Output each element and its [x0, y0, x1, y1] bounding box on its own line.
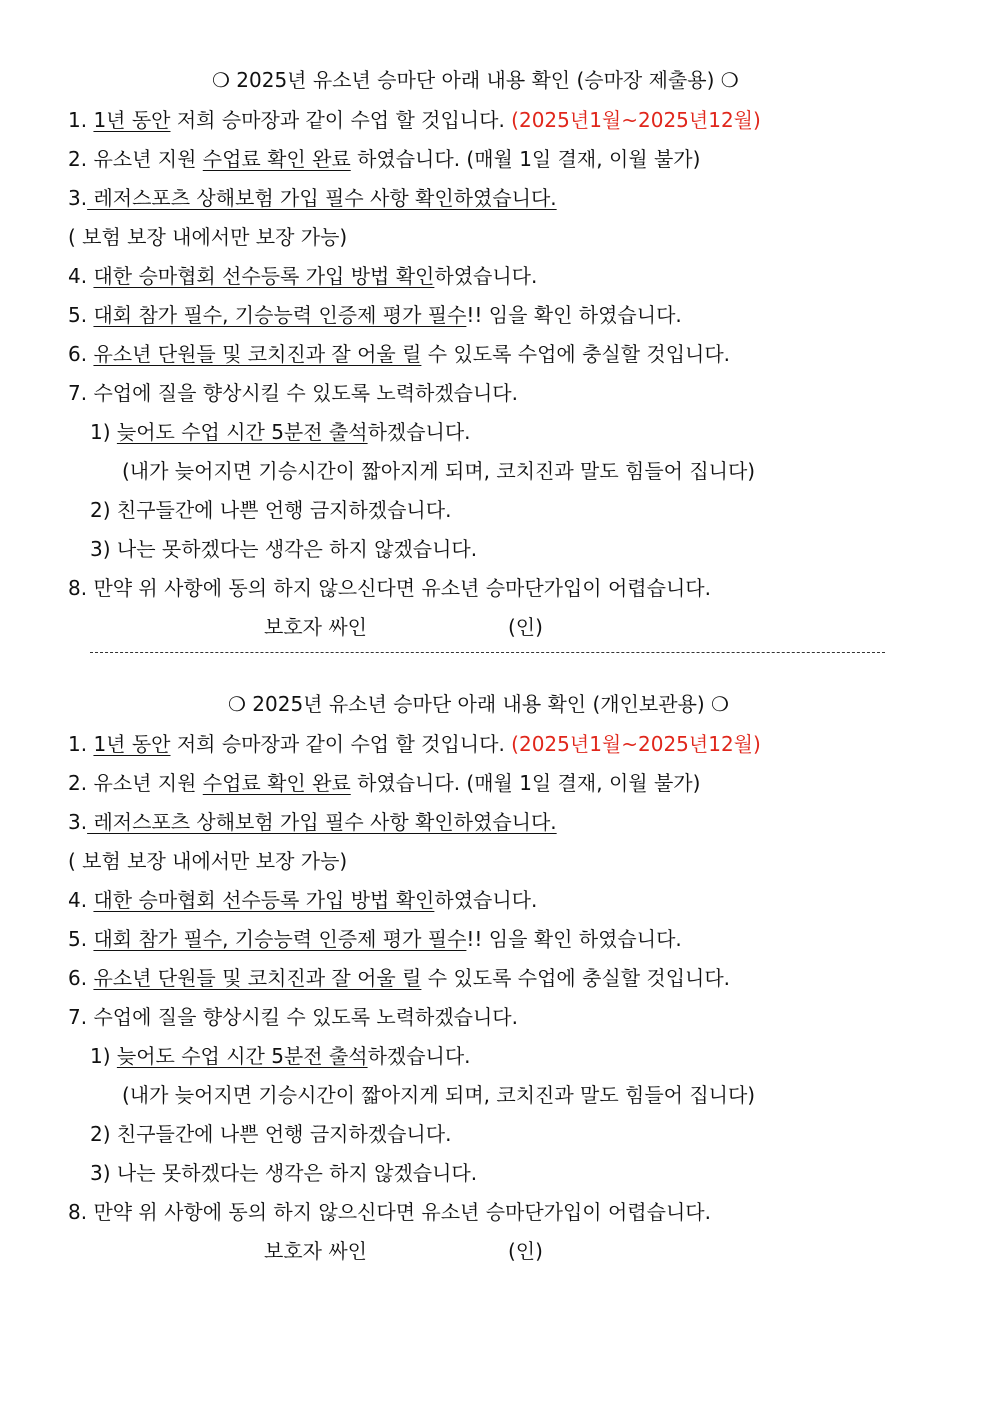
item-7: 7. 수업에 질을 향상시킬 수 있도록 노력하겠습니다.: [68, 1005, 518, 1029]
item-6: [68, 341, 730, 367]
seal-mark-label: (인): [508, 1239, 543, 1263]
item-7: 7. 수업에 질을 향상시킬 수 있도록 노력하겠습니다.: [68, 381, 518, 405]
item-number: 5.: [68, 927, 94, 951]
item-7-1-note: (내가 늦어지면 기승시간이 짧아지게 되며, 코치진과 말도 힘들어 집니다): [122, 459, 756, 483]
period-red-text: (2025년1월~2025년12월): [511, 732, 761, 756]
item-text: 수 있도록 수업에 충실할 것입니다.: [421, 342, 731, 366]
item-1: [68, 107, 761, 133]
item-text: 하겠습니다.: [367, 420, 471, 444]
item-text: !! 임을 확인 하였습니다.: [466, 303, 682, 327]
item-number: 4.: [68, 888, 94, 912]
underlined-text: 1년 동안: [93, 108, 171, 132]
underlined-text: 대회 참가 필수, 기승능력 인증제 평가 필수: [93, 927, 467, 951]
item-text: 저희 승마장과 같이 수업 할 것입니다.: [170, 732, 512, 756]
seal-mark-label: (인): [508, 615, 543, 639]
item-7-2: 2) 친구들간에 나쁜 언행 금지하겠습니다.: [90, 1122, 452, 1146]
form-title: ❍ 2025년 유소년 승마단 아래 내용 확인 (개인보관용) ❍: [228, 692, 729, 716]
item-3-note: ( 보험 보장 내에서만 보장 가능): [68, 849, 348, 873]
item-number: 6.: [68, 966, 94, 990]
item-3: [68, 185, 557, 211]
item-text: !! 임을 확인 하였습니다.: [466, 927, 682, 951]
item-number: 4.: [68, 264, 94, 288]
item-number: 1.: [68, 732, 94, 756]
item-number: 3.: [68, 810, 88, 834]
item-7-3: 3) 나는 못하겠다는 생각은 하지 않겠습니다.: [90, 537, 478, 561]
item-text: 하였습니다.: [434, 264, 538, 288]
item-7-1: [90, 1043, 471, 1069]
item-2: [68, 146, 700, 172]
item-5: [68, 926, 682, 952]
item-text: 하였습니다. (매월 1일 결재, 이월 불가): [350, 147, 701, 171]
item-7-1: [90, 419, 471, 445]
underlined-text: 유소년 단원들 및 코치진과 잘 어울 릴: [93, 342, 422, 366]
item-number: 5.: [68, 303, 94, 327]
item-text: 하였습니다. (매월 1일 결재, 이월 불가): [350, 771, 701, 795]
item-3: [68, 809, 557, 835]
item-2: [68, 770, 700, 796]
item-text: 2. 유소년 지원: [68, 771, 203, 795]
item-text: 2. 유소년 지원: [68, 147, 203, 171]
guardian-signature-label: 보호자 싸인: [264, 1239, 367, 1263]
period-red-text: (2025년1월~2025년12월): [511, 108, 761, 132]
item-7-2: 2) 친구들간에 나쁜 언행 금지하겠습니다.: [90, 498, 452, 522]
underlined-text: 1년 동안: [93, 732, 171, 756]
guardian-signature-label: 보호자 싸인: [264, 615, 367, 639]
item-1: [68, 731, 761, 757]
underlined-text: 수업료 확인 완료: [202, 147, 351, 171]
underlined-text: 레저스포츠 상해보험 가입 필수 사항 확인하였습니다.: [87, 186, 557, 210]
underlined-text: 수업료 확인 완료: [202, 771, 351, 795]
item-8: 8. 만약 위 사항에 동의 하지 않으신다면 유소년 승마단가입이 어렵습니다.: [68, 1200, 711, 1224]
item-number: 1): [90, 1044, 117, 1068]
item-text: 저희 승마장과 같이 수업 할 것입니다.: [170, 108, 512, 132]
item-7-3: 3) 나는 못하겠다는 생각은 하지 않겠습니다.: [90, 1161, 478, 1185]
underlined-text: 유소년 단원들 및 코치진과 잘 어울 릴: [93, 966, 422, 990]
item-text: 하겠습니다.: [367, 1044, 471, 1068]
item-text: 하였습니다.: [434, 888, 538, 912]
item-4: [68, 887, 537, 913]
item-number: 1.: [68, 108, 94, 132]
item-7-1-note: (내가 늦어지면 기승시간이 짧아지게 되며, 코치진과 말도 힘들어 집니다): [122, 1083, 756, 1107]
item-4: [68, 263, 537, 289]
underlined-text: 레저스포츠 상해보험 가입 필수 사항 확인하였습니다.: [87, 810, 557, 834]
item-8: 8. 만약 위 사항에 동의 하지 않으신다면 유소년 승마단가입이 어렵습니다.: [68, 576, 711, 600]
underlined-text: 대한 승마협회 선수등록 가입 방법 확인: [93, 264, 435, 288]
item-number: 6.: [68, 342, 94, 366]
underlined-text: 대한 승마협회 선수등록 가입 방법 확인: [93, 888, 435, 912]
form-title: ❍ 2025년 유소년 승마단 아래 내용 확인 (승마장 제출용) ❍: [212, 68, 739, 92]
item-text: 수 있도록 수업에 충실할 것입니다.: [421, 966, 731, 990]
underlined-text: 늦어도 수업 시간 5분전 출석: [116, 1044, 368, 1068]
underlined-text: 대회 참가 필수, 기승능력 인증제 평가 필수: [93, 303, 467, 327]
underlined-text: 늦어도 수업 시간 5분전 출석: [116, 420, 368, 444]
item-number: 1): [90, 420, 117, 444]
item-3-note: ( 보험 보장 내에서만 보장 가능): [68, 225, 348, 249]
cut-line-divider: [90, 652, 885, 653]
item-6: [68, 965, 730, 991]
item-5: [68, 302, 682, 328]
item-number: 3.: [68, 186, 88, 210]
